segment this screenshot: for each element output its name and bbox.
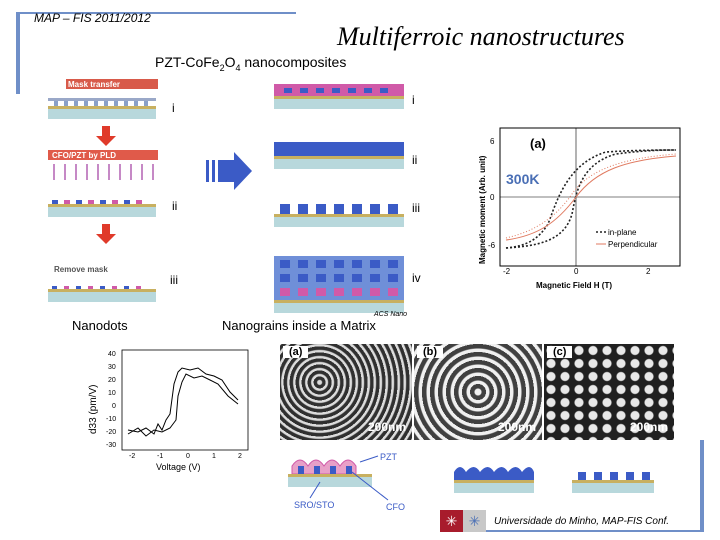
- deposition-arrows: [54, 164, 153, 180]
- middle-step-ii: ii: [412, 153, 418, 167]
- middle-step-iv: iv: [412, 271, 421, 285]
- hyst-ytick-0: 6: [490, 137, 495, 146]
- grains-iii: [280, 204, 398, 214]
- sem-scale-a: 200nm: [367, 420, 406, 434]
- sem-label-b: (b): [417, 346, 443, 358]
- dots-layer: [578, 472, 650, 480]
- substrate-iii: [48, 292, 156, 302]
- subtitle-part-o: O: [224, 54, 236, 70]
- nanodots-iii: [52, 286, 141, 289]
- hysteresis-panel-label: (a): [530, 136, 546, 151]
- process-arrow: [204, 152, 254, 192]
- d33-ytick-5: -10: [106, 416, 117, 423]
- bottom-nanodot-schematic: [280, 446, 420, 516]
- legend-in-plane: in-plane: [608, 228, 637, 237]
- substrate-i: [48, 109, 156, 119]
- d33-ytick-7: -30: [106, 442, 117, 449]
- cfo-label: CFO: [386, 502, 405, 512]
- sem-image-a: [280, 344, 412, 440]
- sem-label-a: (a): [283, 346, 308, 358]
- d33-xtick-2: 0: [186, 453, 190, 460]
- d33-ytick-2: 20: [108, 377, 116, 384]
- cfo-pzt-label: CFO/PZT by PLD: [52, 151, 116, 160]
- frame-left-bar: [16, 14, 20, 94]
- sem-image-c: [544, 344, 674, 440]
- down-arrow-1: [96, 126, 116, 146]
- substrate-mi: [274, 99, 404, 109]
- bumps-layer: [454, 467, 534, 480]
- d33-ytick-0: 40: [108, 351, 116, 358]
- sem-scale-c: 200nm: [629, 420, 668, 434]
- hyst-xlabel: Magnetic Field H (T): [536, 281, 612, 290]
- hyst-ytick-1: 0: [490, 193, 495, 202]
- hysteresis-plot: [476, 124, 684, 298]
- down-arrow-2: [96, 224, 116, 244]
- d33-xlabel: Voltage (V): [156, 462, 201, 472]
- middle-step-iii: iii: [412, 201, 420, 215]
- subtitle-sub-4: 4: [235, 62, 241, 73]
- d33-ytick-6: -20: [106, 429, 117, 436]
- bottom-bumps-schematic: [450, 458, 540, 498]
- subtitle-sub-2: 2: [219, 62, 225, 73]
- legend-perpendicular: Perpendicular: [608, 240, 658, 249]
- d33-xtick-4: 2: [238, 453, 242, 460]
- acs-nano-source: ACS Nano: [374, 311, 408, 318]
- deposited-dots-ii: [52, 200, 142, 204]
- d33-ytick-3: 10: [108, 390, 116, 397]
- hyst-ytick-2: -6: [488, 241, 496, 250]
- slide-title: Multiferroic nanostructures: [337, 22, 625, 51]
- d33-xtick-1: -1: [157, 453, 164, 460]
- matrix-caption: Nanograins inside a Matrix: [222, 318, 376, 333]
- cfo-layer-ii: [274, 142, 404, 156]
- hyst-xtick-1: 0: [574, 267, 579, 276]
- d33-ytick-4: 0: [112, 403, 116, 410]
- sro-layer-iii: [48, 289, 156, 292]
- mask-layer-i: [48, 98, 156, 101]
- substrate-miii: [274, 217, 404, 227]
- d33-xtick-0: -2: [129, 453, 136, 460]
- sem-label-c: (c): [547, 346, 572, 358]
- course-label: MAP – FIS 2011/2012: [34, 11, 151, 25]
- university-logo: [440, 510, 486, 532]
- sem-image-b: [414, 344, 542, 440]
- middle-step-i: i: [412, 93, 415, 107]
- hyst-xtick-2: 2: [646, 267, 651, 276]
- hyst-xtick-0: -2: [503, 267, 511, 276]
- d33-ylabel: d33 (pm/V): [88, 384, 99, 434]
- d33-xtick-3: 1: [212, 453, 216, 460]
- subtitle-part-fe: Fe: [203, 54, 220, 70]
- d33-ytick-1: 30: [108, 364, 116, 371]
- bottom-substrate: [288, 477, 372, 487]
- left-step-i: i: [172, 101, 175, 115]
- footer-university: Universidade do Minho, MAP-FIS Conf.: [494, 516, 670, 527]
- subtitle: [155, 54, 346, 73]
- hyst-ylabel: Magnetic moment (Arb. unit): [478, 155, 487, 264]
- substrate-mii: [274, 159, 404, 169]
- sro-sto-label: SRO/STO: [294, 500, 335, 510]
- frame-right-bar: [700, 440, 704, 530]
- logo-red-block: ✳: [440, 510, 463, 532]
- sem-scale-b: 200nm: [497, 420, 536, 434]
- sro-layer-i: [48, 106, 156, 109]
- d33-plot: [82, 344, 252, 474]
- left-step-iii: iii: [170, 273, 178, 287]
- temperature-label: 300K: [506, 171, 540, 187]
- mask-transfer-label: Mask transfer: [68, 80, 121, 89]
- middle-process-schematic: [270, 80, 430, 316]
- left-step-ii: ii: [172, 199, 178, 213]
- bottom-dots-schematic: [568, 458, 658, 498]
- logo-grey-block: ✳: [463, 510, 486, 532]
- pzt-label: PZT: [380, 452, 397, 462]
- substrate-ii: [48, 207, 156, 217]
- remove-mask-label: Remove mask: [54, 265, 108, 274]
- sro-layer-ii: [48, 204, 156, 207]
- nanodots-caption: Nanodots: [72, 318, 128, 333]
- subtitle-part-tail: nanocomposites: [240, 54, 347, 70]
- subtitle-part-main: PZT-Co: [155, 54, 204, 70]
- left-process-schematic: [40, 76, 200, 306]
